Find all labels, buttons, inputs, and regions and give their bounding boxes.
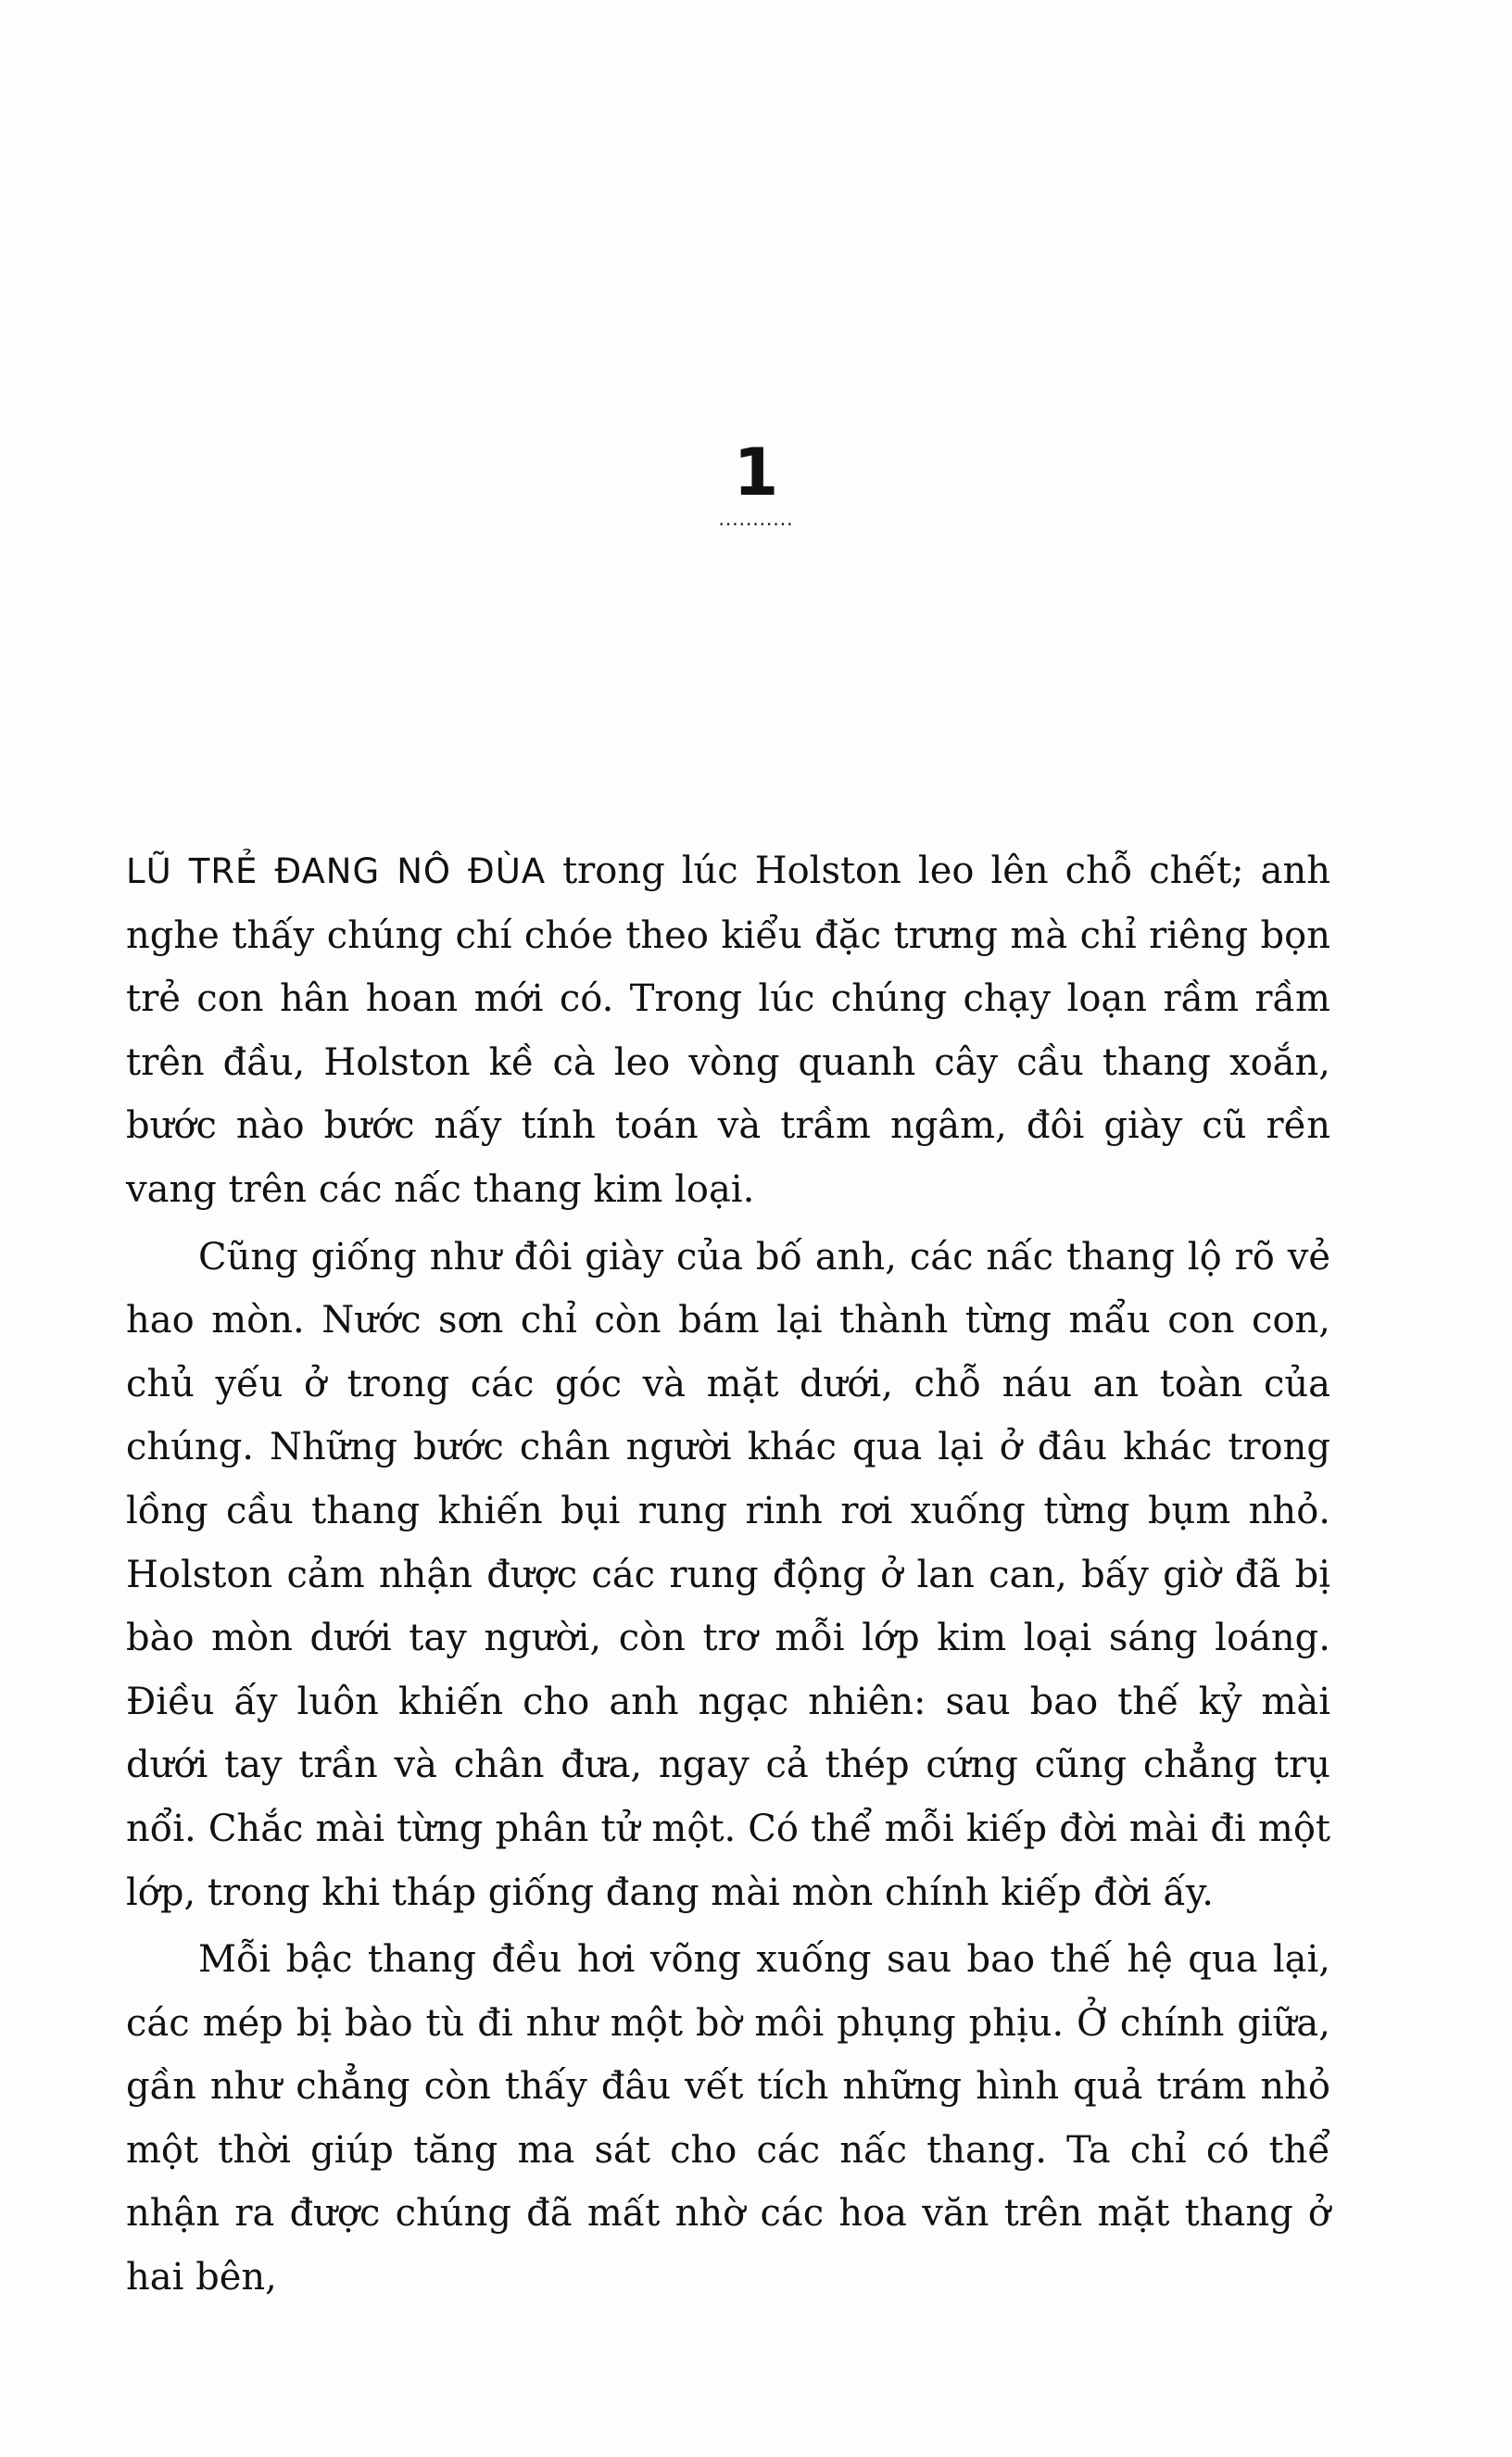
paragraph-1 xyxy=(126,839,1330,1222)
opening-caps: LŨ TRẺ ĐANG NÔ ĐÙA xyxy=(126,851,547,891)
paragraph-1-text: trong lúc Holston leo lên chỗ chết; anh nghe thấy chúng chí chóe theo kiểu đặc trưng mà chỉ riêng bọn trẻ con hân hoan mới có. Trong lúc chúng chạy loạn rầm rầm trên đầu, Holston kề cà leo vòng quanh cây cầu thang xoắn, bước nào bước nấy tính toán và trầm ngâm, đôi giày cũ rền vang trên các nấc thang kim loại. xyxy=(126,850,1330,1211)
chapter-heading xyxy=(0,435,1512,528)
chapter-number: 1 xyxy=(733,435,779,510)
chapter-body xyxy=(126,839,1330,2310)
paragraph-2: Cũng giống như đôi giày của bố anh, các nấc thang lộ rõ vẻ hao mòn. Nước sơn chỉ còn bám lại thành từng mẩu con con, chủ yếu ở trong các góc và mặt dưới, chỗ náu an toàn của chúng. Những bước chân người khác qua lại ở đâu khác trong lồng cầu thang khiến bụi rung rinh rơi xuống từng bụm nhỏ. Holston cảm nhận được các rung động ở lan can, bấy giờ đã bị bào mòn dưới tay người, còn trơ mỗi lớp kim loại sáng loáng. Điều ấy luôn khiến cho anh ngạc nhiên: sau bao thế kỷ mài dưới tay trần và chân đưa, ngay cả thép cứng cũng chẳng trụ nổi. Chắc mài từng phân tử một. Có thể mỗi kiếp đời mài đi một lớp, trong khi tháp giống đang mài mòn chính kiếp đời ấy. xyxy=(126,1235,1330,1914)
chapter-divider-dots: ........... xyxy=(718,508,794,530)
paragraph-3: Mỗi bậc thang đều hơi võng xuống sau bao thế hệ qua lại, các mép bị bào tù đi như một bờ môi phụng phịu. Ở chính giữa, gần như chẳng còn thấy đâu vết tích những hình quả trám nhỏ một thời giúp tăng ma sát cho các nấc thang. Ta chỉ có thể nhận ra được chúng đã mất nhờ các hoa văn trên mặt thang ở hai bên, xyxy=(126,1938,1330,2300)
